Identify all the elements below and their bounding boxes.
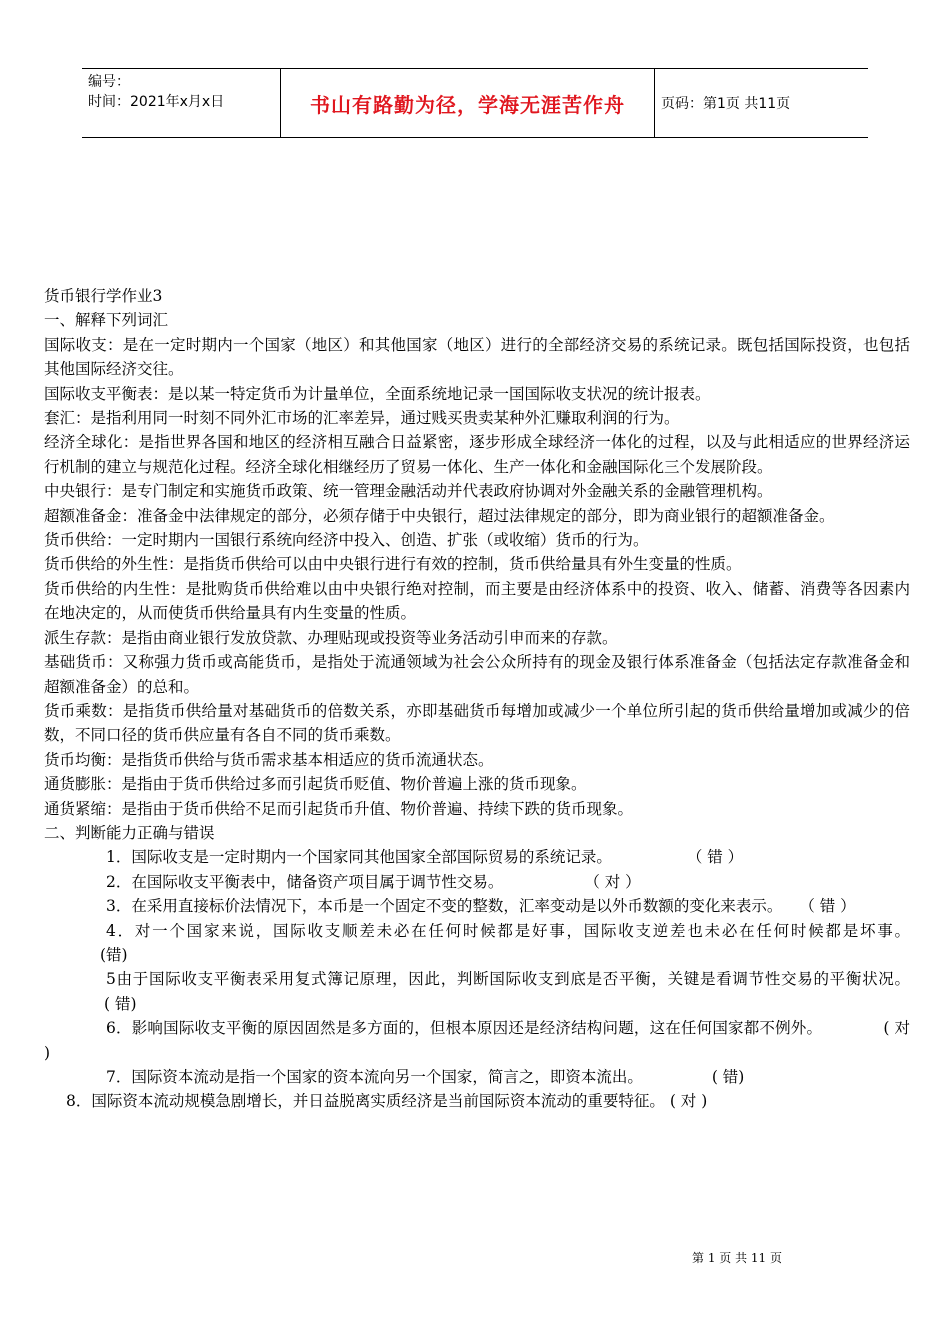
judgment-item — [44, 919, 910, 968]
judgment-item — [44, 1065, 910, 1089]
definition-item: 通货紧缩：是指由于货币供给不足而引起货币升值、物价普遍、持续下跌的货币现象。 — [44, 799, 634, 818]
judgment-item — [44, 870, 910, 894]
judgment-answer: ( 错) — [711, 1068, 745, 1086]
judgment-answer: （ 错 ） — [799, 897, 856, 916]
definition-item: 套汇：是指利用同一时刻不同外汇市场的汇率差异，通过贱买贵卖某种外汇赚取利润的行为。 — [44, 409, 680, 428]
definition-item: 货币乘数：是指货币供给量对基础货币的倍数关系，亦即基础货币每增加或减少一个单位所引起的货币供给量增加或减少的倍数，不同口径的货币供应量有各自不同的货币乘数。 — [44, 701, 910, 745]
judgment-answer: ( 对 ) — [669, 1092, 708, 1111]
header-divider-right — [654, 69, 655, 137]
judgment-answer: ( 对 ) — [44, 1019, 910, 1062]
page-header — [82, 68, 868, 138]
judgment-text: 6．影响国际收支平衡的原因固然是多方面的，但根本原因还是经济结构问题，这在任何国家都不例外。 — [106, 1019, 823, 1038]
number-label: 编号： — [88, 74, 130, 90]
document-title: 货币银行学作业3 — [44, 287, 163, 305]
definition-item: 中央银行：是专门制定和实施货币政策、统一管理金融活动并代表政府协调对外金融关系的金融管理机构。 — [44, 482, 773, 501]
definition-item: 货币供给的内生性：是批购货币供给难以由中央银行绝对控制，而主要是由经济体系中的投资、收入、储蓄、消费等各因素内在地决定的，从而使货币供给量具有内生变量的性质。 — [44, 579, 910, 623]
definition-item: 货币供给：一定时期内一国银行系统向经济中投入、创造、扩张（或收缩）货币的行为。 — [44, 531, 649, 550]
page-footer: 第 1 页 共 11 页 — [692, 1251, 782, 1265]
judgment-answer: （ 对 ） — [584, 872, 641, 891]
header-meta — [88, 72, 278, 112]
judgment-answer: ( 错) — [104, 994, 137, 1013]
judgment-text: 4．对一个国家来说，国际收支顺差未必在任何时候都是好事，国际收支逆差也未必在任何时候都是坏事。 — [106, 921, 910, 940]
definition-item: 货币供给的外生性：是指货币供给可以由中央银行进行有效的控制，货币供给量具有外生变量的性质。 — [44, 555, 742, 574]
definition-item: 货币均衡：是指货币供给与货币需求基本相适应的货币流通状态。 — [44, 750, 494, 769]
judgment-item — [44, 894, 910, 918]
header-page-info: 页码：第1页 共11页 — [661, 96, 791, 112]
section-heading-definitions: 一、解释下列词汇 — [44, 311, 169, 330]
judgment-answer: （ 错 ） — [686, 848, 744, 867]
definition-item: 通货膨胀：是指由于货币供给过多而引起货币贬值、物价普遍上涨的货币现象。 — [44, 775, 587, 794]
definition-item: 经济全球化：是指世界各国和地区的经济相互融合日益紧密，逐步形成全球经济一体化的过程，以及与此相适应的世界经济运行机制的建立与规范化过程。经济全球化相继经历了贸易一体化、生产一体化和金融国际化三个发展阶段。 — [44, 433, 910, 476]
judgment-text: 1．国际收支是一定时期内一个国家同其他国家全部国际贸易的系统记录。 — [106, 848, 612, 867]
judgment-item — [44, 1016, 910, 1065]
judgment-text: 8．国际资本流动规模急剧增长，并日益脱离实质经济是当前国际资本流动的重要特征。 — [66, 1092, 665, 1111]
judgment-text: 2．在国际收支平衡表中，储备资产项目属于调节性交易。 — [106, 872, 504, 891]
judgment-answer: (错) — [100, 945, 128, 964]
header-motto: 书山有路勤为径，学海无涯苦作舟 — [310, 92, 625, 117]
definition-item: 国际收支平衡表：是以某一特定货币为计量单位，全面系统地记录一国国际收支状况的统计报表。 — [44, 384, 711, 403]
document-body — [44, 284, 910, 1114]
time-label: 时间：2021年x月x日 — [88, 94, 225, 110]
judgment-text: 3．在采用直接标价法情况下，本币是一个固定不变的整数，汇率变动是以外币数额的变化来表示。 — [106, 897, 783, 916]
definition-item: 派生存款：是指由商业银行发放贷款、办理贴现或投资等业务活动引申而来的存款。 — [44, 628, 618, 647]
section-heading-judgments: 二、判断能力正确与错误 — [44, 823, 215, 842]
judgment-item — [44, 967, 910, 1016]
judgment-text: 5由于国际收支平衡表采用复式簿记原理，因此，判断国际收支到底是否平衡，关键是看调节性交易的平衡状况。 — [106, 970, 910, 989]
definition-item: 国际收支：是在一定时期内一个国家（地区）和其他国家（地区）进行的全部经济交易的系统记录。既包括国际投资，也包括其他国际经济交往。 — [44, 335, 910, 379]
judgment-item — [44, 845, 910, 869]
definition-item: 基础货币：又称强力货币或高能货币，是指处于流通领域为社会公众所持有的现金及银行体系准备金（包括法定存款准备金和超额准备金）的总和。 — [44, 653, 910, 696]
definition-item: 超额准备金：准备金中法律规定的部分，必须存储于中央银行，超过法律规定的部分，即为商业银行的超额准备金。 — [44, 506, 835, 525]
judgment-text: 7．国际资本流动是指一个国家的资本流向另一个国家，简言之，即资本流出。 — [106, 1068, 643, 1086]
judgment-item — [44, 1089, 910, 1113]
